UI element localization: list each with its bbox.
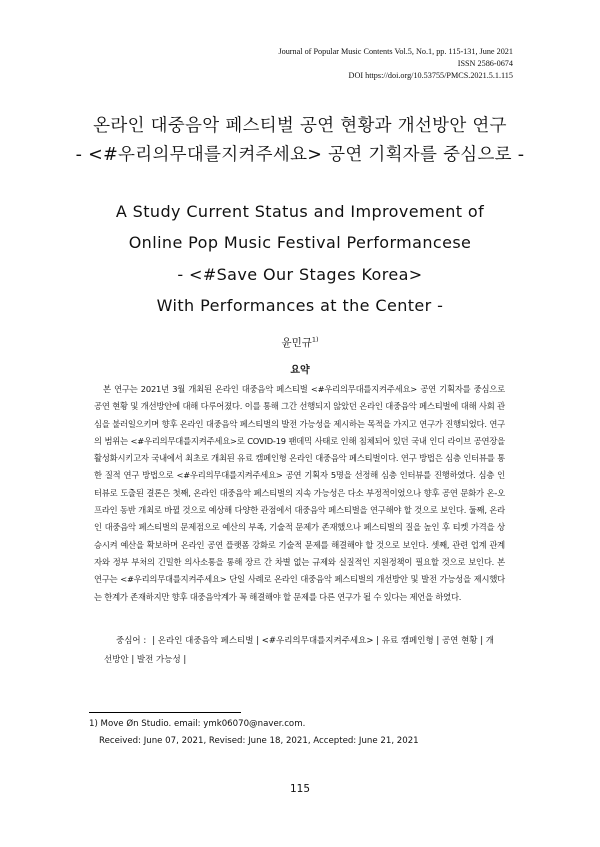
english-title xyxy=(0,196,600,321)
korean-title xyxy=(0,112,600,170)
author-footnote-mark: 1) xyxy=(311,335,319,344)
footnote xyxy=(89,716,419,749)
footnote-dates: Received: June 07, 2021, Revised: June 18, 2021, Accepted: June 21, 2021 xyxy=(99,735,419,746)
korean-title-line-1: 온라인 대중음악 페스티벌 공연 현황과 개선방안 연구 xyxy=(93,116,507,136)
korean-title-line-2: - <#우리의무대를지켜주세요> 공연 기획자를 중심으로 - xyxy=(75,145,525,165)
keywords-label: 중심어 : xyxy=(116,636,147,646)
english-title-line-2: Online Pop Music Festival Performancese xyxy=(128,233,472,253)
english-title-line-3: - <#Save Our Stages Korea> xyxy=(177,264,423,284)
abstract-heading: 요약 xyxy=(290,365,310,376)
footnote-divider xyxy=(89,712,241,713)
keywords-text: | 온라인 대중음악 페스티벌 | <#우리의무대를지켜주세요> | 유료 캠페인형 | 공연 현황 | 개선방안 | 발전 가능성 | xyxy=(104,636,494,665)
abstract-body: 본 연구는 2021년 3월 개최된 온라인 대중음악 페스티벌 <#우리의무대를지켜주세요> 공연 기획자를 중심으로 공연 현황 및 개선방안에 대해 다루어졌다. 이를 통해 그간 선행되지 않았던 온라인 대중음악 페스티벌에 대해 사회 관심을 불러일으키며 향후 온라인 대중음악 페스티벌의 발전 가능성을 제시하는 목적을 가지고 연구가 진행되었다. 연구의 범위는 <#우리의무대를지켜주세요>로 COVID-19 팬데믹 사태로 인해 침체되어 있던 국내 인디 라이브 공연장을 활성화시키고자 국내에서 최초로 개최된 유료 캠페인형 온라인 대중음악 페스티벌이다. 연구 방법은 심층 인터뷰를 통한 질적 연구 방법으로 <#우리의무대를지켜주세요> 공연 기획자 5명을 선정해 심층 인터뷰를 진행하였다. 심층 인터뷰로 도출된 결론은 첫째, 온라인 대중음악 페스티벌의 지속 가능성은 다소 부정적이었으나 향후 공연 문화가 온-오프라인 동반 개최로 바뀔 것으로 예상해 다양한 관점에서 대중음악 페스티벌을 연구해야 할 것으로 보인다. 둘째, 온라인 대중음악 페스티벌의 문제점으로 예산의 부족, 기술적 문제가 존재했으나 페스티벌의 질을 높인 후 티켓 가격을 상승시켜 예산을 확보하며 온라인 공연 플랫폼 강화로 기술적 문제를 해결해야 할 것으로 보인다. 셋째, 관련 업계 관계자와 정부 부처의 긴밀한 의사소통을 통해 장르 간 차별 없는 규제와 실질적인 지원정책이 필요할 것으로 보인다. 본 연구는 <#우리의무대를지켜주세요> 단일 사례로 온라인 대중음악 페스티벌의 개선방안 및 발전 가능성을 제시했다는 한계가 존재하지만 향후 대중음악계가 꼭 해결해야 할 문제를 다른 연구가 될 수 있다는 제언을 하였다. xyxy=(94,384,505,602)
english-title-line-4: With Performances at the Center - xyxy=(156,295,444,315)
journal-issn: ISSN 2586-0674 xyxy=(457,59,513,69)
journal-citation: Journal of Popular Music Contents Vol.5, No.1, pp. 115-131, June 2021 xyxy=(278,47,513,56)
journal-doi: DOI https://doi.org/10.53755/PMCS.2021.5.1.115 xyxy=(348,71,513,81)
journal-header xyxy=(278,46,513,83)
author xyxy=(0,335,600,350)
keywords xyxy=(104,632,499,670)
author-name: 윤민규 xyxy=(281,337,312,349)
page-number: 115 xyxy=(289,783,311,795)
footnote-affiliation: 1) Move Øn Studio. email: ymk06070@naver.com. xyxy=(89,719,306,729)
english-title-line-1: A Study Current Status and Improvement of xyxy=(115,202,485,221)
